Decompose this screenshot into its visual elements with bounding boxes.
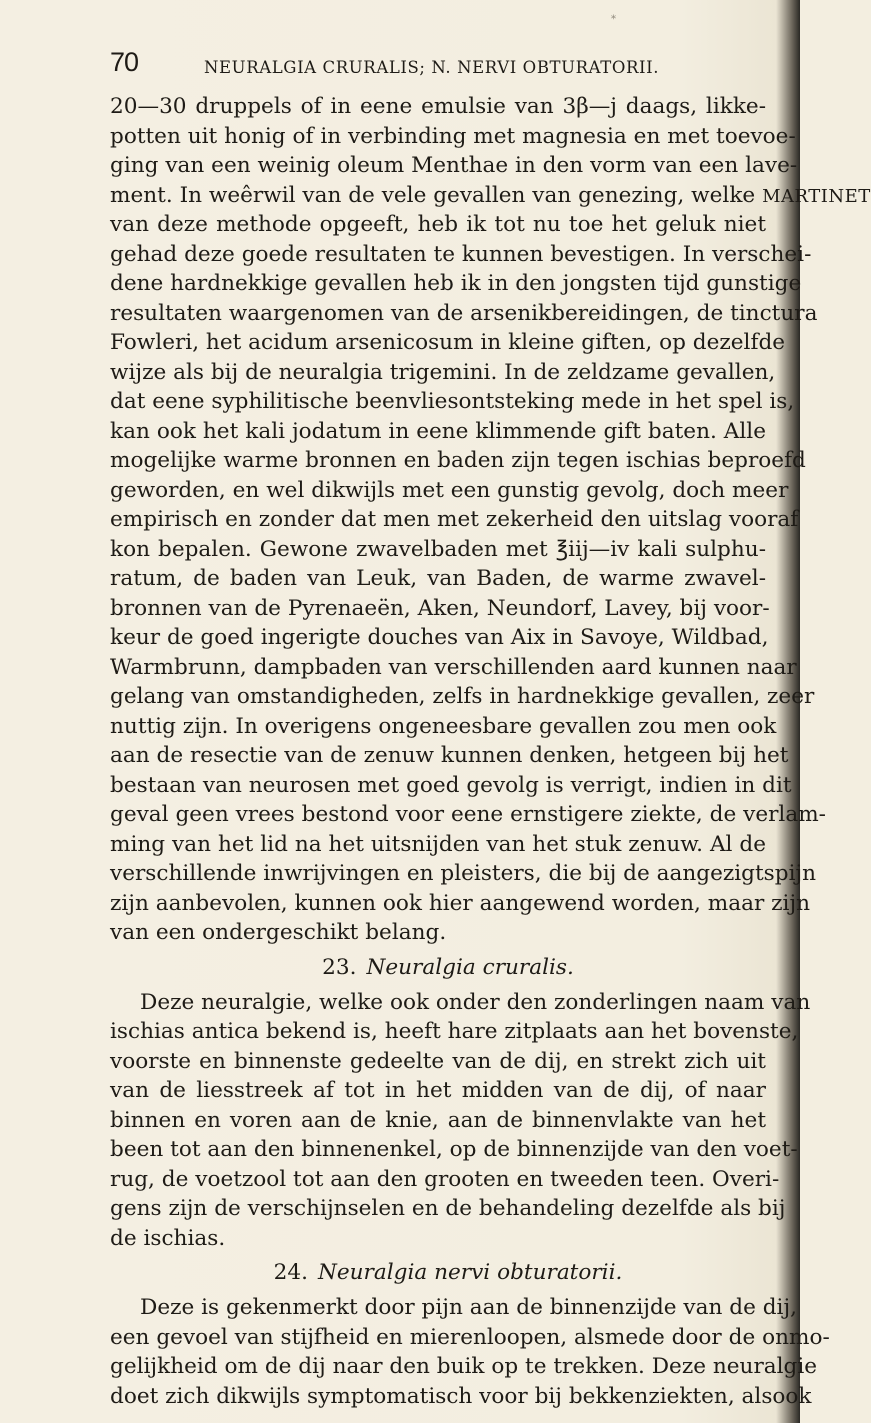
author-name: MARTINET bbox=[762, 185, 871, 207]
text-line: wijze als bij de neuralgia trigemini. In de zeldzame gevallen, bbox=[110, 359, 776, 385]
text-line: ischias antica bekend is, heeft hare zitplaats aan het bovenste, bbox=[110, 1019, 799, 1044]
text-line: resultaten waargenomen van de arsenikbereidingen, de tinctura bbox=[110, 300, 818, 326]
text-line: voorste en binnenste gedeelte van de dij, en strekt zich uit bbox=[110, 1048, 766, 1074]
text-line: nuttig zijn. In overigens ongeneesbare gevallen zou men ook bbox=[110, 713, 777, 739]
text-line: rug, de voetzool tot aan den grooten en tweeden teen. Overi- bbox=[110, 1166, 780, 1192]
text-line: keur de goed ingerigte douches van Aix in Savoye, Wildbad, bbox=[110, 625, 769, 650]
text-line: dat eene syphilitische beenvliesontsteking mede in het spel is, bbox=[110, 389, 795, 414]
section-number: 24. bbox=[273, 1260, 308, 1285]
text-line: Warmbrunn, dampbaden van verschillenden aard kunnen naar bbox=[110, 654, 797, 680]
text-line: van een ondergeschikt belang. bbox=[110, 920, 447, 945]
text-line bbox=[110, 181, 871, 211]
text-line: dene hardnekkige gevallen heb ik in den jongsten tijd gunstige bbox=[110, 271, 802, 296]
text-line: 20—30 druppels of in eene emulsie van 3β—j daags, likke- bbox=[110, 94, 766, 119]
text-line: gelang van omstandigheden, zelfs in hardnekkige gevallen, zeer bbox=[110, 684, 815, 709]
top-mark: * bbox=[611, 14, 616, 25]
text-line: geworden, en wel dikwijls met een gunstig gevolg, doch meer bbox=[110, 477, 789, 503]
section-heading-neuralgia-cruralis bbox=[110, 948, 766, 988]
text-line: kan ook het kali jodatum in eene klimmende gift baten. Alle bbox=[110, 418, 766, 444]
text-line: zijn aanbevolen, kunnen ook hier aangewend worden, maar zijn bbox=[110, 890, 811, 916]
body-text bbox=[110, 92, 871, 1411]
text-line: aan de resectie van de zenuw kunnen denken, hetgeen bij het bbox=[110, 743, 789, 768]
text-line: van deze methode opgeeft, heb ik tot nu toe het geluk niet bbox=[110, 212, 766, 237]
section-title: Neuralgia nervi obturatorii. bbox=[317, 1260, 623, 1285]
text-line: verschillende inwrijvingen en pleisters, die bij de aangezigtspijn bbox=[110, 861, 817, 886]
text-line: mogelijke warme bronnen en baden zijn tegen ischias beproefd bbox=[110, 448, 806, 473]
section-title: Neuralgia cruralis. bbox=[366, 954, 574, 980]
text-line: kon bepalen. Gewone zwavelbaden met ℥iij—iv kali sulphu- bbox=[110, 536, 766, 562]
text-line: geval geen vrees bestond voor eene ernstigere ziekte, de verlam- bbox=[110, 802, 826, 827]
page-header bbox=[110, 47, 760, 84]
section-heading-nervi-obturatorii bbox=[110, 1253, 766, 1293]
text-line: gens zijn de verschijnselen en de behandeling dezelfde als bij bbox=[110, 1196, 786, 1221]
text-line: been tot aan den binnenenkel, op de binnenzijde van den voet- bbox=[110, 1137, 798, 1162]
paragraph-nervi-obturatorii bbox=[110, 1293, 830, 1411]
text-line: empirisch en zonder dat men met zekerheid den uitslag vooraf bbox=[110, 507, 799, 532]
text-line: ming van het lid na het uitsnijden van het stuk zenuw. Al de bbox=[110, 831, 766, 857]
paragraph-neuralgia-cruralis bbox=[110, 988, 811, 1254]
text-line: de ischias. bbox=[110, 1225, 226, 1251]
page-number: 70 bbox=[110, 47, 139, 77]
text-line: Deze neuralgie, welke ook onder den zonderlingen naam van bbox=[140, 989, 811, 1015]
text-line: gelijkheid om de dij naar den buik op te trekken. Deze neuralgie bbox=[110, 1354, 818, 1379]
text-line: gehad deze goede resultaten te kunnen bevestigen. In verschei- bbox=[110, 241, 812, 267]
text-line: van de liesstreek af tot in het midden van de dij, of naar bbox=[110, 1078, 766, 1103]
paragraph-continuation bbox=[110, 92, 871, 948]
text-line: bestaan van neurosen met goed gevolg is verrigt, indien in dit bbox=[110, 772, 792, 798]
text-line: ratum, de baden van Leuk, van Baden, de warme zwavel- bbox=[110, 566, 766, 591]
text-line-part: ment. In weêrwil van de vele gevallen van genezing, welke bbox=[110, 182, 756, 208]
section-number: 23. bbox=[322, 954, 357, 980]
text-line: een gevoel van stijfheid en mierenloopen, alsmede door de onmo- bbox=[110, 1324, 830, 1350]
running-head: NEURALGIA CRURALIS; N. NERVI OBTURATORII. bbox=[204, 58, 660, 77]
text-line: doet zich dikwijls symptomatisch voor bij bekkenziekten, alsook bbox=[110, 1383, 812, 1409]
text-line: binnen en voren aan de knie, aan de binnenvlakte van het bbox=[110, 1107, 766, 1133]
text-line: Deze is gekenmerkt door pijn aan de binnenzijde van de dij, bbox=[140, 1295, 798, 1320]
text-line: Fowleri, het acidum arsenicosum in kleine giften, op dezelfde bbox=[110, 330, 786, 355]
text-line: bronnen van de Pyrenaeën, Aken, Neundorf, Lavey, bij voor- bbox=[110, 595, 770, 621]
text-line: potten uit honig of in verbinding met magnesia en met toevoe- bbox=[110, 123, 796, 149]
text-line: ging van een weinig oleum Menthae in den vorm van een lave- bbox=[110, 153, 798, 178]
